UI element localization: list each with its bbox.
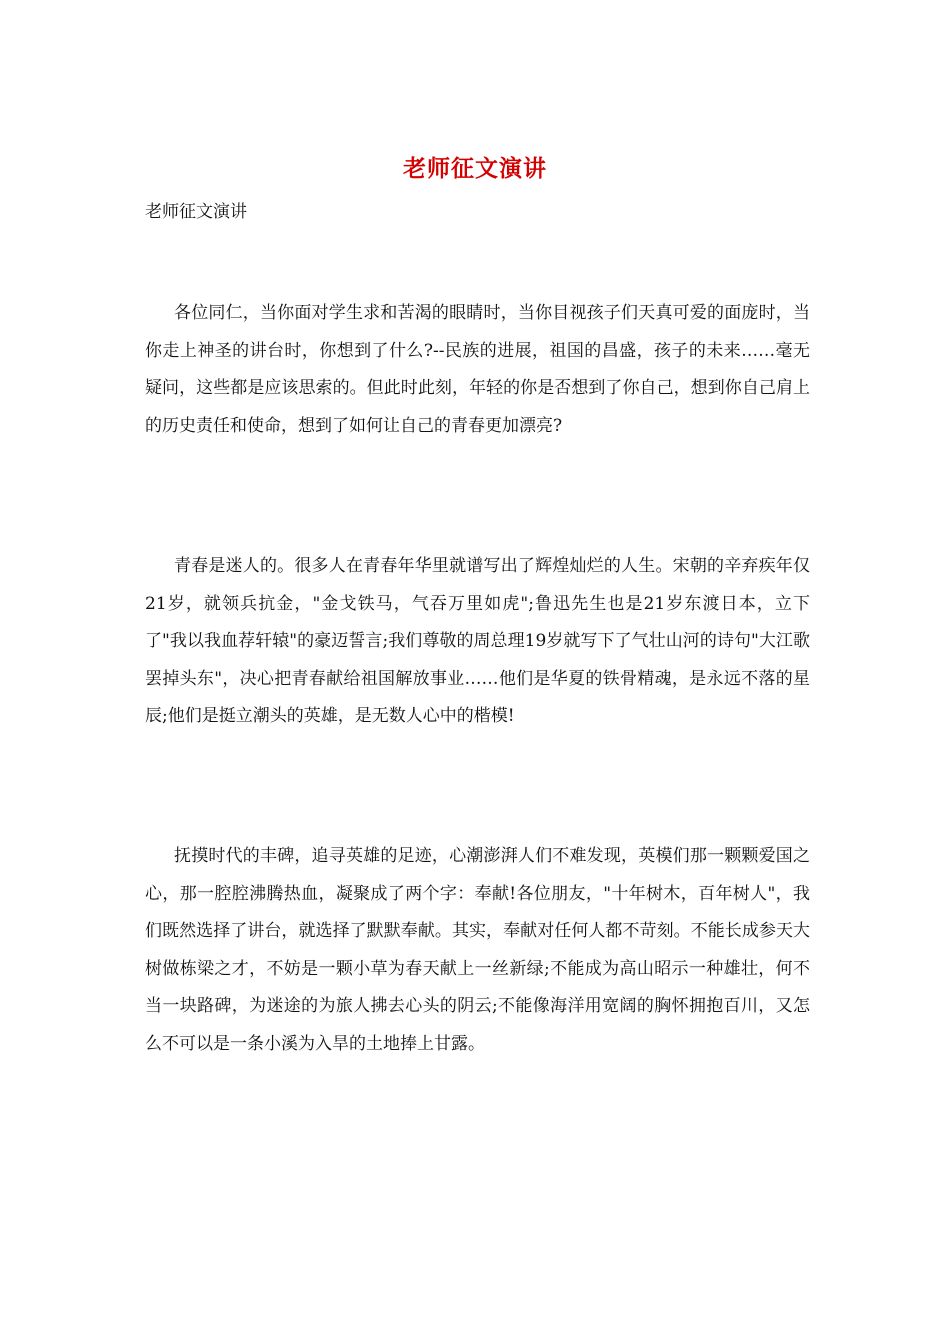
paragraph-3: 抚摸时代的丰碑，追寻英雄的足迹，心潮澎湃人们不难发现，英模们那一颗颗爱国之心，那一腔腔沸腾热血，凝聚成了两个字：奉献!各位朋友，"十年树木，百年树人"，我们既然选择了讲台，就选择了默默奉献。其实，奉献对任何人都不苛刻。不能长成参天大树做栋梁之才，不妨是一颗小草为春天献上一丝新绿;不能成为高山昭示一种雄壮，何不当一块路碑，为迷途的为旅人拂去心头的阴云;不能像海洋用宽阔的胸怀拥抱百川，又怎么不可以是一条小溪为入旱的土地捧上甘露。 (145, 846, 810, 1054)
document-subtitle: 老师征文演讲 (145, 202, 247, 222)
paragraph-2: 青春是迷人的。很多人在青春年华里就谱写出了辉煌灿烂的人生。宋朝的辛弃疾年仅21岁，就领兵抗金，"金戈铁马，气吞万里如虎";鲁迅先生也是21岁东渡日本，立下了"我以我血荐轩辕"的豪迈誓言;我们尊敬的周总理19岁就写下了气壮山河的诗句"大江歌罢掉头东"，决心把青春献给祖国解放事业……他们是华夏的铁骨精魂，是永远不落的星辰;他们是挺立潮头的英雄，是无数人心中的楷模! (145, 556, 810, 727)
paragraph-1: 各位同仁，当你面对学生求和苦渴的眼睛时，当你目视孩子们天真可爱的面庞时，当你走上神圣的讲台时，你想到了什么?--民族的进展，祖国的昌盛，孩子的未来……毫无疑问，这些都是应该思索的。但此时此刻，年轻的你是否想到了你自己，想到你自己肩上的历史责任和使命，想到了如何让自己的青春更加漂亮? (145, 303, 810, 436)
document-title: 老师征文演讲 (403, 155, 547, 182)
